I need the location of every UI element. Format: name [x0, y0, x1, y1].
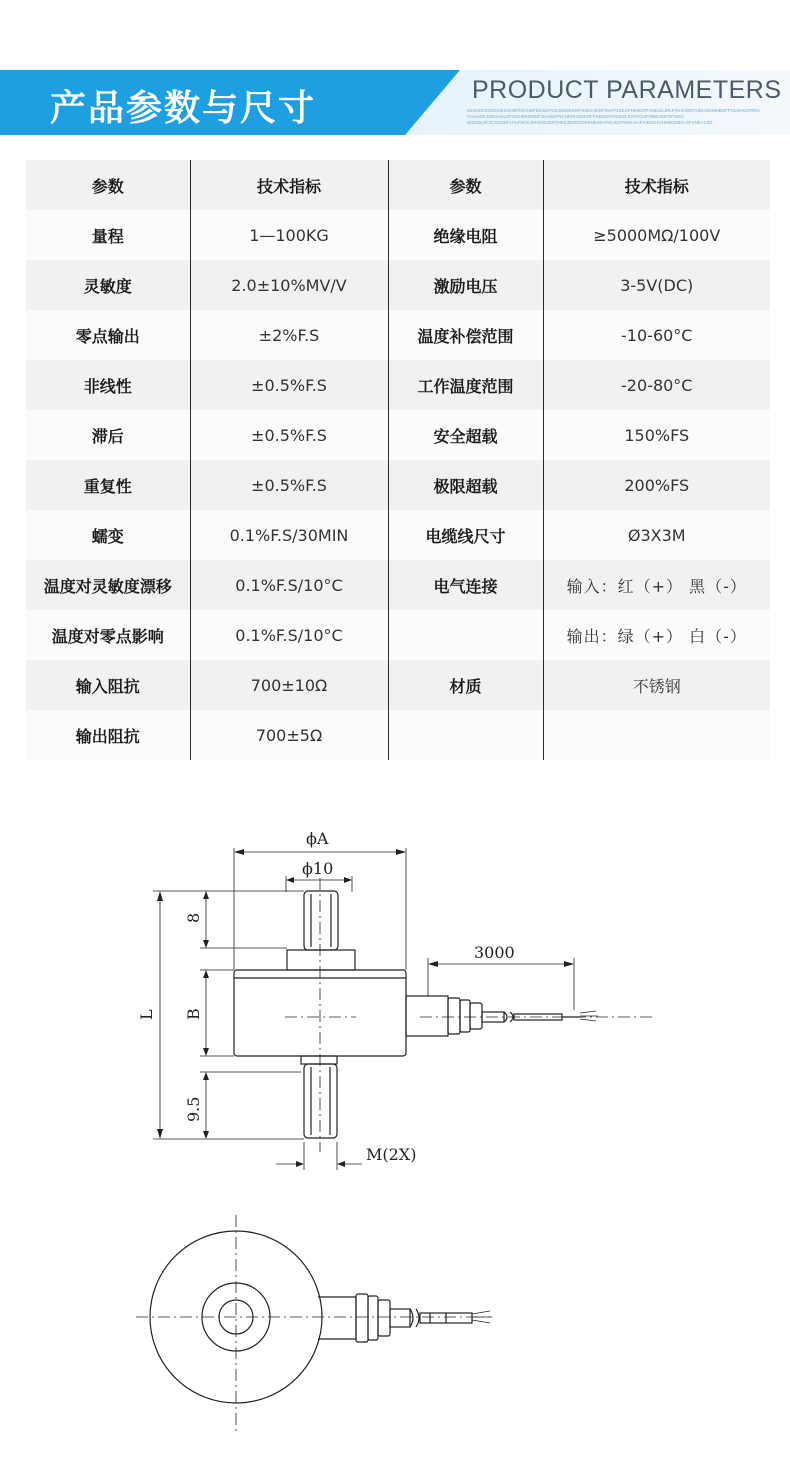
param-value: ±0.5%F.S — [190, 410, 388, 460]
param-value: 0.1%F.S/10°C — [190, 560, 388, 610]
param-name: 灵敏度 — [26, 260, 190, 310]
dim-9-5-label: 9.5 — [184, 1096, 203, 1122]
param-value: 1—100KG — [190, 210, 388, 260]
param-name: 输出阻抗 — [26, 710, 190, 760]
param-value: 150%FS — [543, 410, 770, 460]
dim-thread-label: M(2X) — [366, 1145, 417, 1164]
param-name — [388, 710, 543, 760]
param-name: 工作温度范围 — [388, 360, 543, 410]
table-row — [26, 560, 770, 610]
gland-nut-top — [356, 1294, 368, 1342]
header-cell: 技术指标 — [190, 160, 388, 210]
param-value: 2.0±10%MV/V — [190, 260, 388, 310]
table-header-row — [26, 160, 770, 210]
param-name: 激励电压 — [388, 260, 543, 310]
param-value: 3-5V(DC) — [543, 260, 770, 310]
param-value: 不锈钢 — [543, 660, 770, 710]
param-name: 重复性 — [26, 460, 190, 510]
cable-boss-top — [318, 1297, 356, 1339]
table-row — [26, 310, 770, 360]
spec-table — [26, 160, 770, 760]
param-value: 200%FS — [543, 460, 770, 510]
param-value: ±2%F.S — [190, 310, 388, 360]
cable-boss — [406, 996, 448, 1036]
banner-fine-print-1: OLIKIDCKGEDSEGSHEFDKSIDFEKGDFGILSDWKEDFHSDHJKDFRKIFGKEDFHKIEDFHSBLDLBRJFKHKSDFGIDHSDNMBDFPSDJHKDRRDI — [467, 108, 760, 113]
param-name: 温度对零点影响 — [26, 610, 190, 660]
page-subtitle: PRODUCT PARAMETERS — [472, 76, 782, 104]
bottom-stud — [301, 1056, 337, 1064]
top-stud — [304, 891, 338, 950]
table-row — [26, 710, 770, 760]
param-name: 蠕变 — [26, 510, 190, 560]
header-cell: 参数 — [388, 160, 543, 210]
param-name: 零点输出 — [26, 310, 190, 360]
table-row — [26, 410, 770, 460]
param-value: 输入：红（+） 黑（-） — [543, 560, 770, 610]
param-value: ±0.5%F.S — [190, 360, 388, 410]
param-name: 极限超载 — [388, 460, 543, 510]
param-name: 输入阻抗 — [26, 660, 190, 710]
param-name: 安全超载 — [388, 410, 543, 460]
param-name: 温度补偿范围 — [388, 310, 543, 360]
param-value: 700±5Ω — [190, 710, 388, 760]
param-value: 0.1%F.S/30MIN — [190, 510, 388, 560]
dim-b-label: B — [184, 1008, 203, 1020]
param-name: 电缆线尺寸 — [388, 510, 543, 560]
param-value: Ø3X3M — [543, 510, 770, 560]
param-name: 非线性 — [26, 360, 190, 410]
table-row — [26, 510, 770, 560]
table-row — [26, 210, 770, 260]
page-title: 产品参数与尺寸 — [50, 88, 317, 129]
param-name: 滞后 — [26, 410, 190, 460]
banner-fine-print-3: WSNDLSFJCSDSDFLFLFSGKJRHDGDERTHKDJEEDSDSSNESDVNKJSCPWKLKAFKIBKDJGHHBKDBFLSFVNKALSD — [467, 120, 713, 125]
param-value: ±0.5%F.S — [190, 460, 388, 510]
param-name: 电气连接 — [388, 560, 543, 610]
dim-l-label: L — [137, 1009, 156, 1020]
param-value: 输出：绿（+） 白（-） — [543, 610, 770, 660]
table-row — [26, 360, 770, 410]
dim-cable-length-label: 3000 — [474, 943, 515, 962]
param-name: 绝缘电阻 — [388, 210, 543, 260]
header-cell: 参数 — [26, 160, 190, 210]
param-value: 0.1%F.S/10°C — [190, 610, 388, 660]
table-row — [26, 660, 770, 710]
side-view-svg — [0, 820, 790, 1180]
param-name: 量程 — [26, 210, 190, 260]
dim-8-label: 8 — [184, 912, 203, 923]
banner-fine-print-2: CHAHDFJSDHASLDFSGHBKWSDFJKASDFNCHKRHSDKDFPSDSGFHIKDSLSVFKDIJFWBKSDFDFSDG — [467, 114, 684, 119]
param-value: 700±10Ω — [190, 660, 388, 710]
param-value: -20-80°C — [543, 360, 770, 410]
gland-nut — [448, 998, 460, 1034]
param-name: 温度对灵敏度漂移 — [26, 560, 190, 610]
param-value — [543, 710, 770, 760]
dim-phi-10-label: ϕ10 — [302, 859, 334, 878]
dim-phi-a-label: ϕA — [306, 829, 329, 848]
param-value: -10-60°C — [543, 310, 770, 360]
table-row — [26, 460, 770, 510]
table-row — [26, 610, 770, 660]
header-banner — [0, 70, 790, 135]
bottom-thread — [304, 1064, 337, 1138]
top-collar — [287, 950, 355, 970]
table-row — [26, 260, 770, 310]
header-cell: 技术指标 — [543, 160, 770, 210]
param-name: 材质 — [388, 660, 543, 710]
param-name — [388, 610, 543, 660]
top-view-drawing — [0, 1205, 790, 1435]
param-value: ≥5000MΩ/100V — [543, 210, 770, 260]
side-view-drawing — [0, 820, 790, 1180]
top-view-svg — [0, 1205, 790, 1435]
